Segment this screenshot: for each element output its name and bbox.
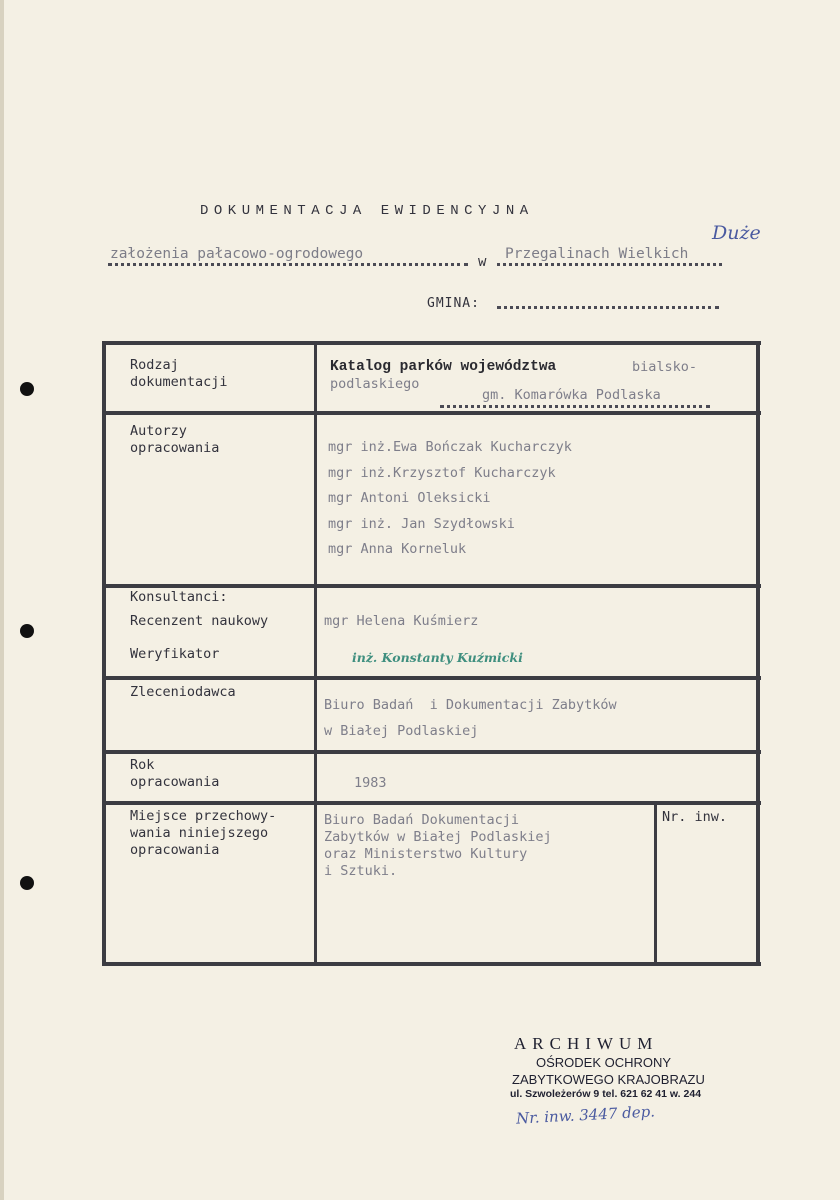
column-divider-nr-inw — [654, 803, 657, 965]
punch-hole — [20, 624, 34, 638]
subject-place: Przegalinach Wielkich — [505, 246, 689, 262]
author-item: mgr Anna Korneluk — [328, 541, 467, 557]
gmina-dotted-line — [497, 306, 719, 309]
rodzaj-value-gmina: gm. Komarówka Podlaska — [482, 387, 661, 403]
archive-stamp — [510, 1034, 730, 1100]
miejsce-label: Miejsce przechowy- wania niniejszego opracowania — [130, 808, 277, 858]
rodzaj-value-continuation: bialsko- — [632, 359, 698, 375]
row-divider — [102, 411, 761, 415]
row-divider — [102, 584, 761, 588]
subject-line — [105, 246, 725, 276]
weryfikator-stamp: inż. Konstanty Kuźmicki — [352, 650, 523, 665]
rodzaj-dotted-line — [440, 405, 710, 408]
nr-inw-label: Nr. inw. — [662, 809, 728, 825]
rodzaj-value-line2: podlaskiego — [330, 376, 420, 392]
table-border — [756, 341, 760, 966]
author-item: mgr inż.Ewa Bończak Kucharczyk — [328, 439, 572, 455]
row-divider — [102, 750, 761, 754]
dotted-fill-line — [108, 263, 468, 266]
miejsce-value: Biuro Badań Dokumentacji Zabytków w Białej Podlaskiej oraz Ministerstwo Kultury i Sztuki. — [324, 812, 552, 879]
handwritten-correction: Duże — [712, 222, 761, 244]
recenzent-value: mgr Helena Kuśmierz — [324, 613, 479, 629]
weryfikator-label: Weryfikator — [130, 646, 220, 662]
table-border — [102, 962, 761, 966]
archive-title: ARCHIWUM — [514, 1034, 659, 1053]
punch-hole — [20, 876, 34, 890]
archive-line1: OŚRODEK OCHRONY — [536, 1055, 672, 1070]
rodzaj-value-bold: Katalog parków województwa — [330, 359, 557, 375]
author-item: mgr inż. Jan Szydłowski — [328, 516, 515, 532]
recenzent-label: Recenzent naukowy — [130, 613, 269, 629]
archive-line2: ZABYTKOWEGO KRAJOBRAZU — [512, 1072, 705, 1087]
row-divider — [102, 801, 761, 805]
table-border — [102, 341, 761, 345]
document-title: DOKUMENTACJA EWIDENCYJNA — [200, 203, 534, 219]
punch-hole — [20, 382, 34, 396]
rok-label: Rok opracowania — [130, 757, 220, 790]
autorzy-label: Autorzy opracowania — [130, 423, 220, 456]
author-item: mgr inż.Krzysztof Kucharczyk — [328, 465, 556, 481]
zleceniodawca-label: Zleceniodawca — [130, 684, 236, 700]
column-divider — [314, 341, 317, 966]
handwritten-inventory-number: Nr. inw. 3447 dep. — [515, 1102, 656, 1128]
subject-preposition: w — [478, 254, 487, 270]
zleceniodawca-value: Biuro Badań i Dokumentacji Zabytków w Białej Podlaskiej — [324, 697, 617, 739]
page-edge — [0, 0, 4, 1200]
gmina-label: GMINA: — [427, 296, 480, 311]
table-border — [102, 341, 106, 966]
documentation-table — [102, 341, 761, 966]
rok-value: 1983 — [354, 775, 387, 791]
konsultanci-label: Konsultanci: — [130, 589, 228, 605]
dotted-fill-line — [497, 263, 722, 266]
rodzaj-label: Rodzaj dokumentacji — [130, 357, 228, 390]
archive-address: ul. Szwoleżerów 9 tel. 621 62 41 w. 244 — [510, 1088, 702, 1100]
row-divider — [102, 676, 761, 680]
subject-prefix: założenia pałacowo-ogrodowego — [110, 246, 364, 262]
author-item: mgr Antoni Oleksicki — [328, 490, 491, 506]
